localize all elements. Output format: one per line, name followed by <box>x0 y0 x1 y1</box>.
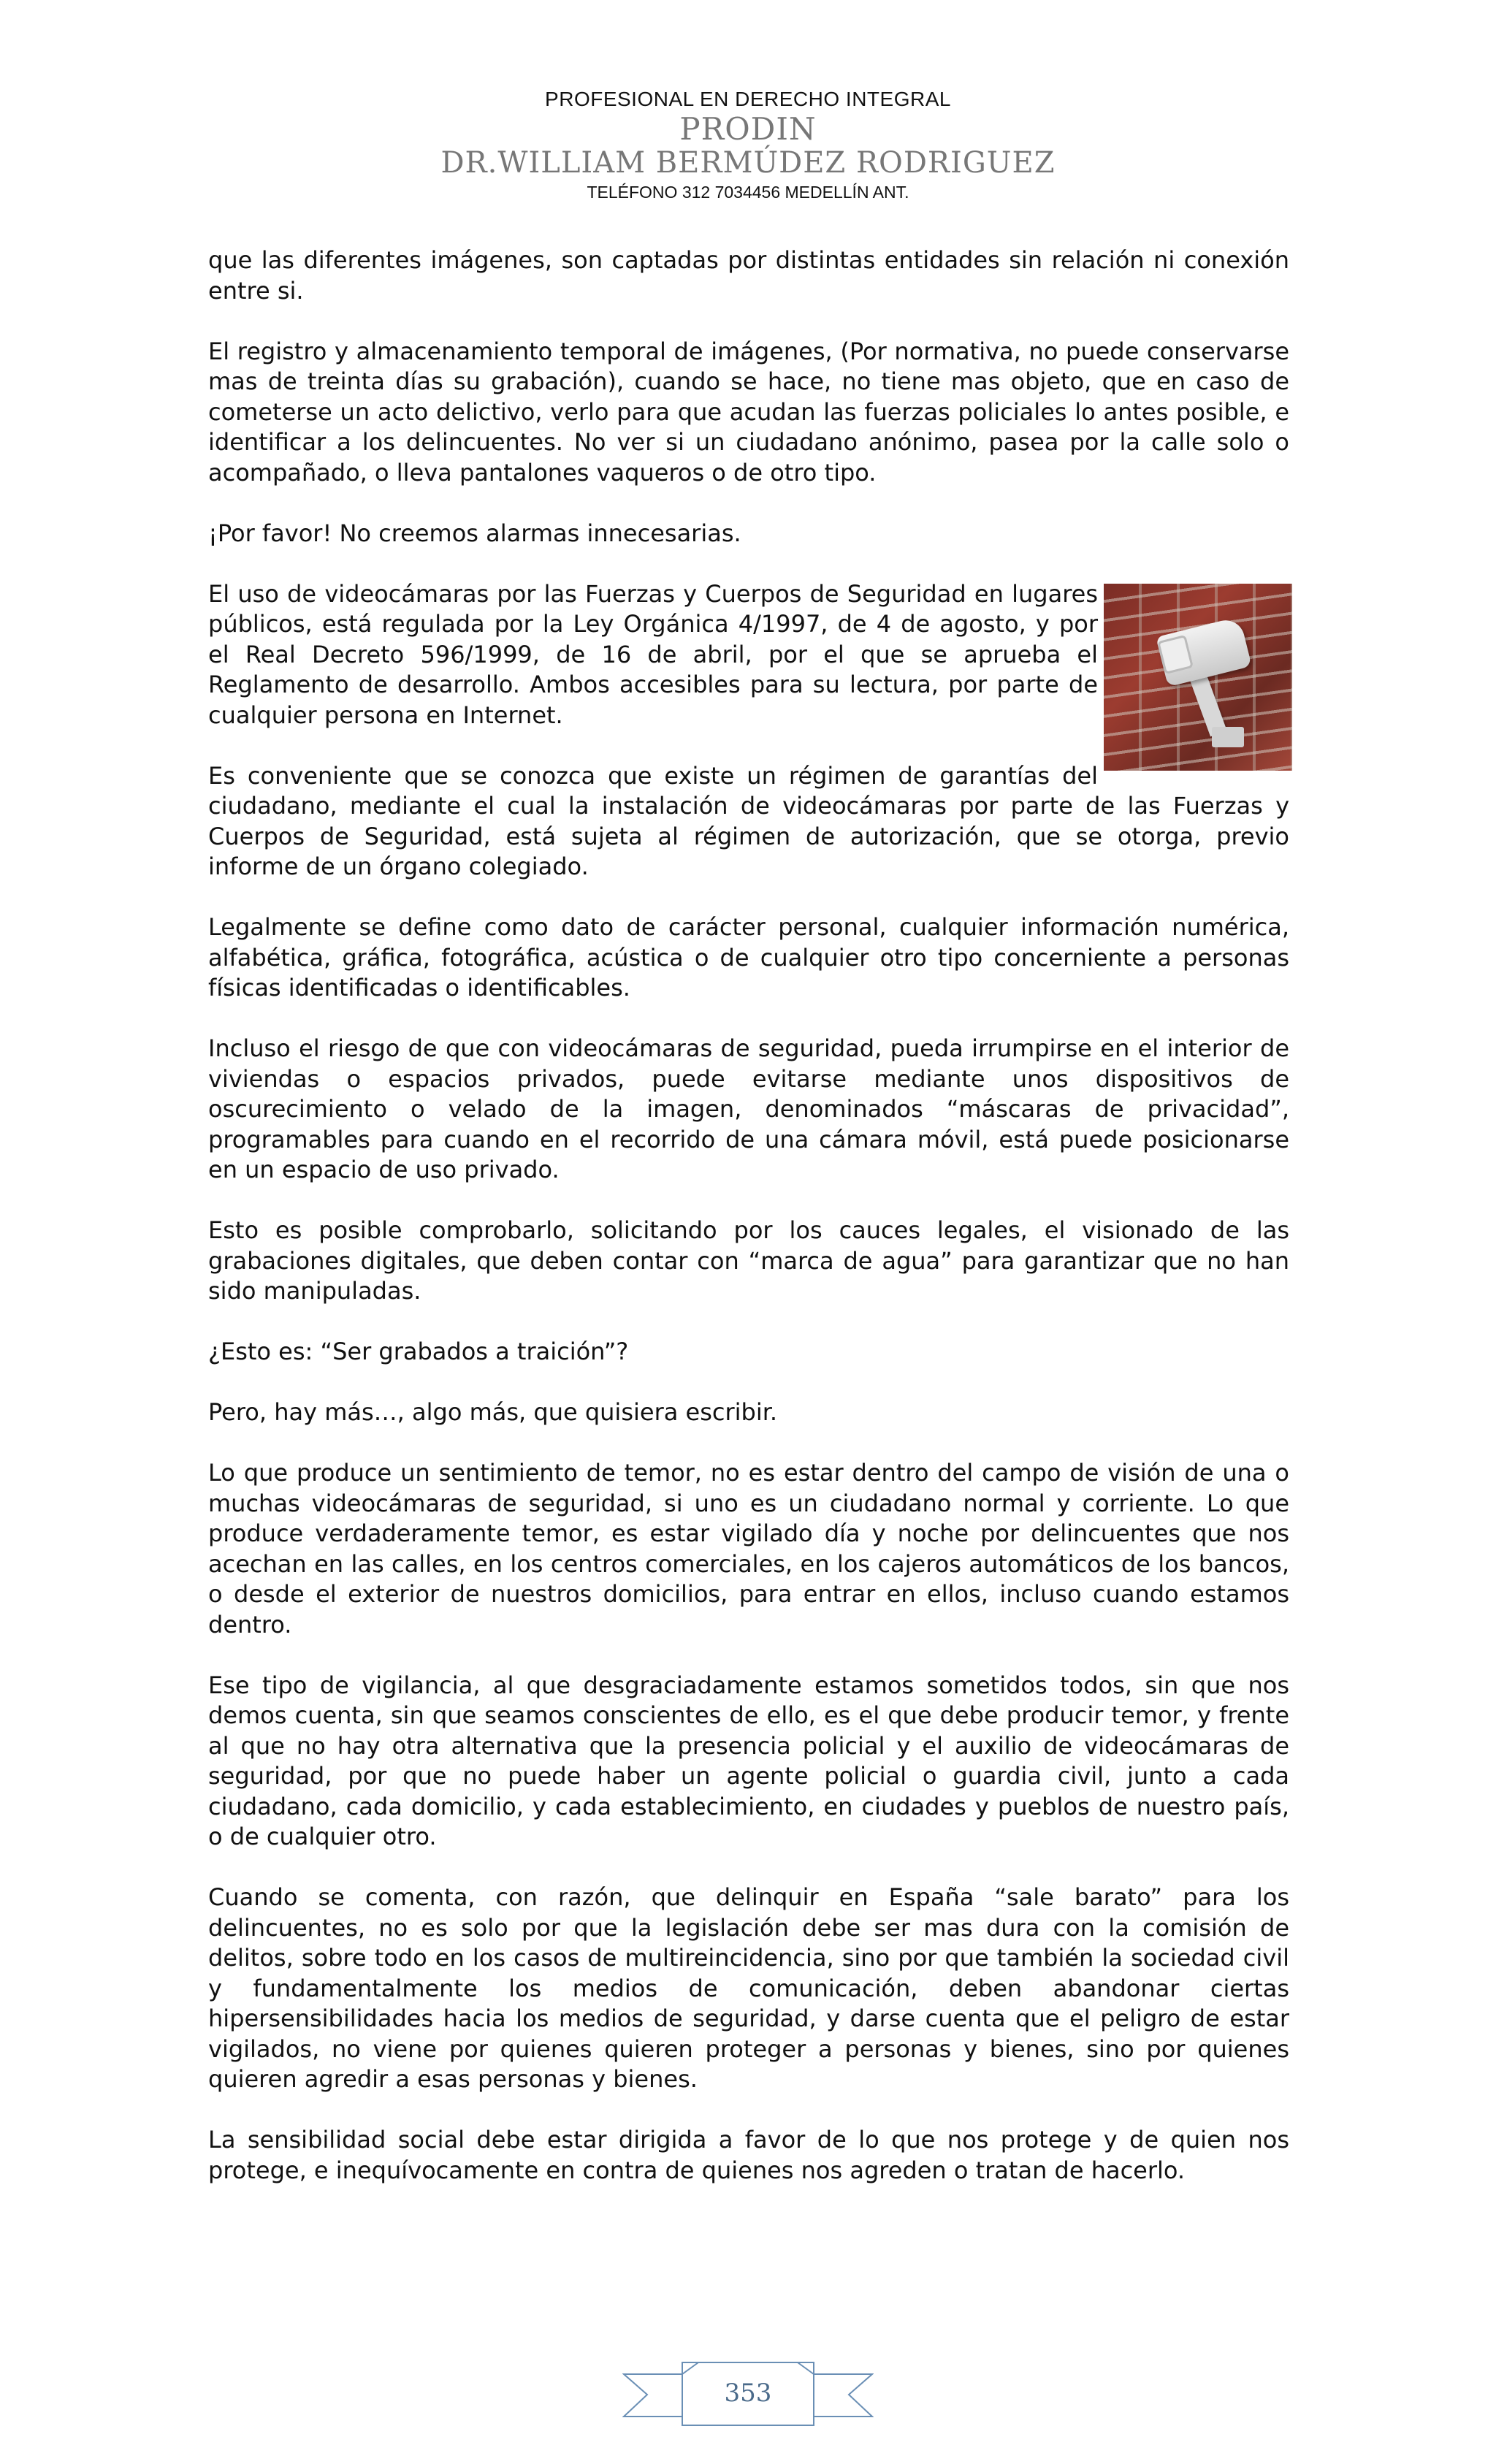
paragraph: Ese tipo de vigilancia, al que desgraciadamente estamos sometidos todos, sin que nos demos cuenta, sin que seamos conscientes de ello, es el que debe producir temor, y frente al que no hay otra alternativa que la presencia policial y el auxilio de videocámaras de seguridad, por que no puede haber un agente policial o guardia civil, junto a cada ciudadano, cada domicilio, y cada establecimiento, en ciudades y pueblos de nuestro país, o de cualquier otro. <box>208 1671 1289 1850</box>
paragraph: Cuando se comenta, con razón, que delinquir en España “sale barato” para los delincuentes, no es solo por que la legislación debe ser mas dura con la comisión de delitos, sobre todo en los casos de multireincidencia, sino por que también la sociedad civil y fundamentalmente los medios de comunicación, deben abandonar ciertas hipersensibilidades hacia los medios de seguridad, y darse cuenta que el peligro de estar vigilados, no viene por quienes quieren proteger a personas y bienes, sino por quienes quieren agredir a esas personas y bienes. <box>208 1883 1289 2093</box>
paragraph: Es conveniente que se conozca que existe un régimen de garantías del ciudadano, mediante el cual la instalación de videocámaras por parte de las Fuerzas y Cuerpos de Seguridad, está sujeta al régimen de autorización, que se otorga, previo informe de un órgano colegiado. <box>208 761 1289 880</box>
paragraph: Pero, hay más…, algo más, que quisiera escribir. <box>208 1398 778 1426</box>
paragraph: que las diferentes imágenes, son captadas por distintas entidades sin relación ni conexión entre si. <box>208 246 1289 305</box>
paragraph: Lo que produce un sentimiento de temor, no es estar dentro del campo de visión de una o muchas videocámaras de seguridad, si uno es un ciudadano normal y corriente. Lo que produce verdaderamente temor, es estar vigilado día y noche por delincuentes que nos acechan en las calles, en los centros comerciales, en los cajeros automáticos de los bancos, o desde el exterior de nuestros domicilios, para entrar en ellos, incluso cuando estamos dentro. <box>208 1459 1289 1639</box>
paragraph: ¿Esto es: “Ser grabados a traición”? <box>208 1338 629 1365</box>
header-brand: PRODIN <box>679 111 817 147</box>
page-number: 353 <box>724 2379 772 2408</box>
paragraph: La sensibilidad social debe estar dirigida a favor de lo que nos protege y de quien nos protege, e inequívocamente en contra de quienes nos agreden o tratan de hacerlo. <box>208 2126 1289 2184</box>
header-author: DR.WILLIAM BERMÚDEZ RODRIGUEZ <box>440 146 1056 180</box>
page-header <box>0 86 1496 205</box>
paragraph: El registro y almacenamiento temporal de imágenes, (Por normativa, no puede conservarse mas de treinta días su grabación), cuando se hace, no tiene mas objeto, que en caso de cometerse un acto delictivo, verlo para que acudan las fuerzas policiales lo antes posible, e identificar a los delincuentes. No ver si un ciudadano anónimo, pasea por la calle solo o acompañado, o lleva pantalones vaqueros o de otro tipo. <box>208 337 1289 487</box>
document-body <box>208 245 1289 2216</box>
paragraph: El uso de videocámaras por las Fuerzas y Cuerpos de Seguridad en lugares públicos, está regulada por la Ley Orgánica 4/1997, de 4 de agosto, y por el Real Decreto 596/1999, de 16 de abril, por el que se aprueba el Reglamento de desarrollo. Ambos accesibles para su lectura, por parte de cualquier persona en Internet. <box>208 579 1098 729</box>
page-number-banner <box>622 2358 874 2430</box>
security-camera-image <box>1104 584 1292 771</box>
paragraph: ¡Por favor! No creemos alarmas innecesarias. <box>208 519 741 547</box>
paragraph: Legalmente se define como dato de carácter personal, cualquier información numérica, alfabética, gráfica, fotográfica, acústica o de cualquier otro tipo concerniente a personas físicas identificadas o identificables. <box>208 913 1289 1002</box>
paragraph: Esto es posible comprobarlo, solicitando por los cauces legales, el visionado de las grabaciones digitales, que deben contar con “marca de agua” para garantizar que no han sido manipuladas. <box>208 1216 1289 1305</box>
header-profession: PROFESIONAL EN DERECHO INTEGRAL <box>545 88 951 110</box>
header-phone: TELÉFONO 312 7034456 MEDELLÍN ANT. <box>587 183 909 202</box>
paragraph: Incluso el riesgo de que con videocámaras de seguridad, pueda irrumpirse en el interior de viviendas o espacios privados, puede evitarse mediante unos dispositivos de oscurecimiento o velado de la imagen, denominados “máscaras de privacidad”, programables para cuando en el recorrido de una cámara móvil, está puede posicionarse en un espacio de uso privado. <box>208 1034 1289 1183</box>
